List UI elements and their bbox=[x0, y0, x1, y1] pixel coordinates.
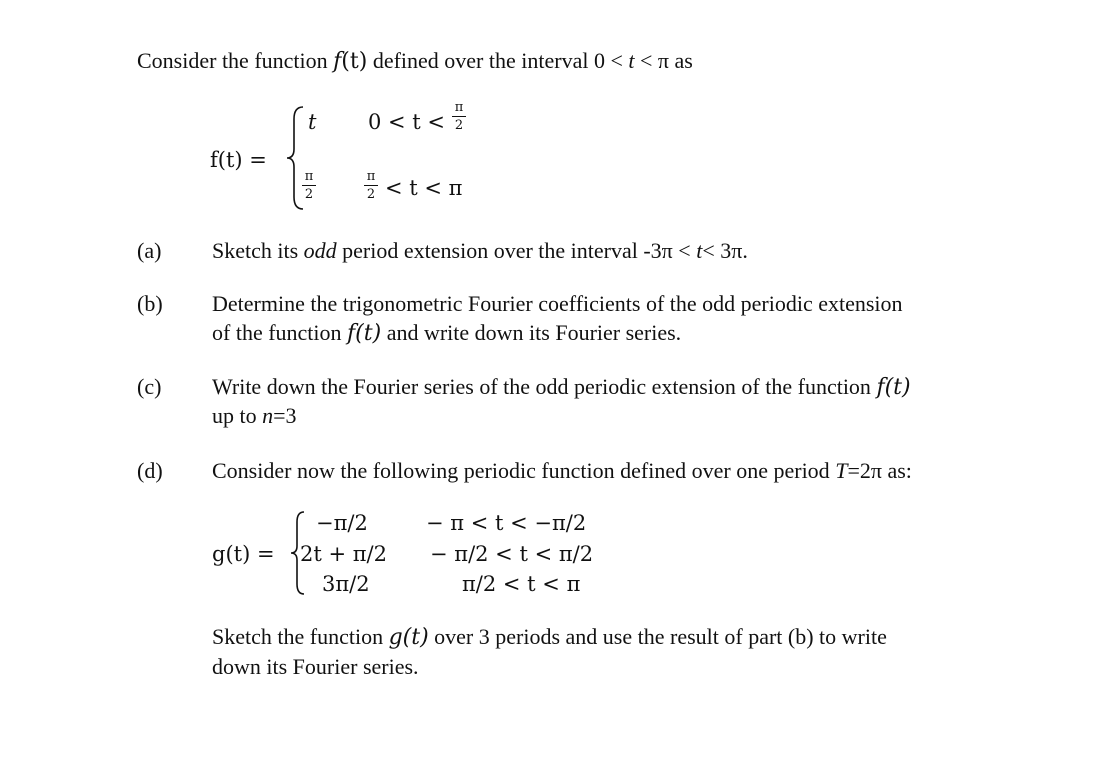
g-case3-condition: π/2 < t < π bbox=[462, 572, 581, 596]
g-case1-condition: − π < t < −π/2 bbox=[426, 511, 587, 535]
g-case3-value: 3π/2 bbox=[322, 572, 370, 596]
part-a-label: (a) bbox=[137, 238, 162, 263]
intro-var: t bbox=[628, 48, 635, 73]
intro-text-1: Consider the function bbox=[137, 48, 334, 73]
intro-text-3: < π as bbox=[634, 48, 693, 73]
part-b-line1: Determine the trigonometric Fourier coefficients of the odd periodic extension bbox=[212, 291, 903, 316]
part-b-label: (b) bbox=[137, 291, 163, 316]
intro-text-2: defined over the interval 0 < bbox=[367, 48, 629, 73]
f-case1-condition: 0 < t < bbox=[368, 110, 446, 134]
g-case2-value: 2t + π/2 bbox=[300, 542, 387, 566]
part-d-line1: Consider now the following periodic function defined over one period T=2π as: bbox=[212, 458, 912, 483]
g-lhs: g(t) = bbox=[212, 542, 275, 566]
f-case2-condition: < t < π bbox=[385, 176, 463, 200]
closing-line2: down its Fourier series. bbox=[212, 654, 419, 679]
f-case1-value: t bbox=[308, 110, 317, 134]
g-case2-condition: − π/2 < t < π/2 bbox=[430, 542, 594, 566]
intro-sentence bbox=[137, 50, 693, 73]
f-case2-value-fraction: π 2 bbox=[302, 170, 316, 201]
part-d-label: (d) bbox=[137, 458, 163, 483]
f-case2-cond-fraction: π 2 bbox=[364, 170, 378, 201]
part-c-line1: Write down the Fourier series of the odd periodic extension of the function f(t) bbox=[212, 374, 911, 400]
f-lhs: f(t) = bbox=[210, 148, 267, 172]
f-case1-fraction: π 2 bbox=[452, 101, 466, 132]
closing-line1: Sketch the function g(t) over 3 periods and use the result of part (b) to write bbox=[212, 624, 887, 650]
part-b-line2: of the function f(t) and write down its Fourier series. bbox=[212, 320, 682, 346]
intro-func-name: f bbox=[333, 49, 342, 74]
g-case1-value: −π/2 bbox=[316, 511, 368, 535]
intro-func-args: (t) bbox=[341, 49, 368, 74]
part-a-text: Sketch its odd period extension over the interval -3π < t< 3π. bbox=[212, 238, 748, 263]
part-c-line2: up to n=3 bbox=[212, 403, 297, 428]
part-c-label: (c) bbox=[137, 374, 162, 399]
